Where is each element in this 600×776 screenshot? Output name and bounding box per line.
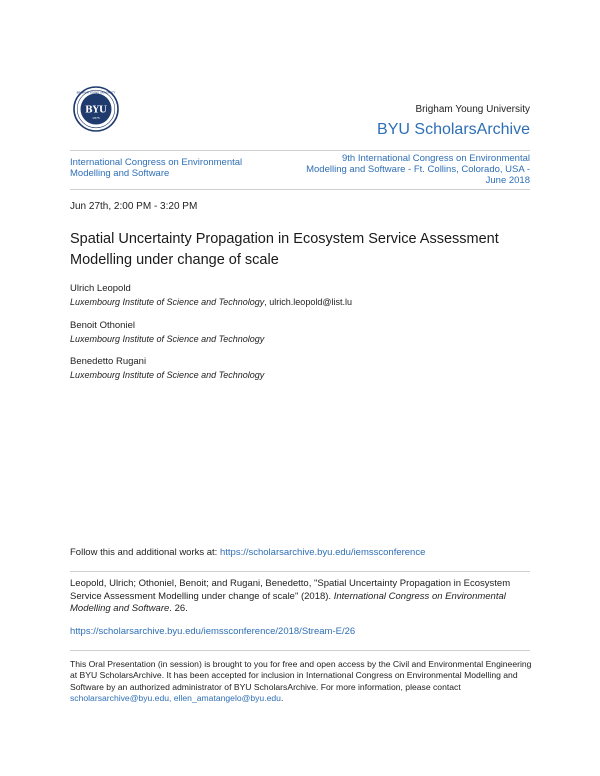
- divider: [70, 150, 530, 151]
- archive-link[interactable]: BYU ScholarsArchive: [377, 121, 530, 138]
- affiliation-text: Luxembourg Institute of Science and Technology: [70, 297, 265, 307]
- notice-text: This Oral Presentation (in session) is brought to you for free and open access by the Civil and Environmental Engineering at BYU ScholarsArchive. It has been accepted for inclusion in International Congress on Environmental Modelling and Software by an authorized administrator of BYU ScholarsArchive. For more information, please contact: [70, 659, 532, 692]
- divider: [70, 571, 530, 572]
- citation-link[interactable]: https://scholarsarchive.byu.edu/iemssconference/2018/Stream-E/26: [70, 626, 356, 637]
- citation-journal: International Congress on Environmental Modelling and Software: [70, 590, 506, 614]
- byu-seal-logo[interactable]: [73, 86, 119, 132]
- logo-year: 1875: [92, 116, 100, 120]
- author-affiliation: [70, 296, 352, 308]
- author-email: , ulrich.leopold@list.lu: [264, 297, 352, 307]
- author-name: Benedetto Rugani: [70, 356, 147, 367]
- affiliation-text: Luxembourg Institute of Science and Technology: [70, 370, 265, 380]
- citation-text: Leopold, Ulrich; Othoniel, Benoit; and Rugani, Benedetto, "Spatial Uncertainty Propagation in Ecosystem Service Assessment Modelling under change of scale" (2018).: [70, 578, 511, 602]
- notice-end: .: [280, 693, 284, 704]
- paper-title: Spatial Uncertainty Propagation in Ecosystem Service Assessment Modelling under change of scale: [70, 231, 499, 268]
- logo-ring-text: BRIGHAM YOUNG UNIVERSITY: [76, 91, 116, 95]
- contact-email-link[interactable]: scholarsarchive@byu.edu, ellen_amatangelo@byu.edu: [70, 693, 281, 704]
- author-affiliation: [70, 369, 264, 381]
- session-time: Jun 27th, 2:00 PM - 3:20 PM: [70, 201, 198, 212]
- author-name: Benoit Othoniel: [70, 320, 135, 331]
- author-affiliation: [70, 333, 264, 345]
- conference-edition-link[interactable]: 9th International Congress on Environmental Modelling and Software - Ft. Collins, Colorado, USA - June 2018: [306, 153, 530, 186]
- follow-link[interactable]: https://scholarsarchive.byu.edu/iemssconference: [219, 547, 426, 558]
- access-notice: [70, 659, 532, 705]
- divider: [70, 650, 530, 651]
- university-name: Brigham Young University: [415, 104, 530, 115]
- affiliation-text: Luxembourg Institute of Science and Technology: [70, 334, 265, 344]
- conference-series-link[interactable]: International Congress on Environmental Modelling and Software: [70, 157, 243, 179]
- divider: [70, 189, 530, 190]
- author-name: Ulrich Leopold: [70, 283, 131, 294]
- recommended-citation: [70, 578, 532, 616]
- citation-suffix: . 26.: [169, 603, 188, 614]
- logo-mark: BYU: [85, 105, 107, 116]
- follow-text: Follow this and additional works at:: [70, 547, 220, 558]
- follow-line: [70, 547, 425, 558]
